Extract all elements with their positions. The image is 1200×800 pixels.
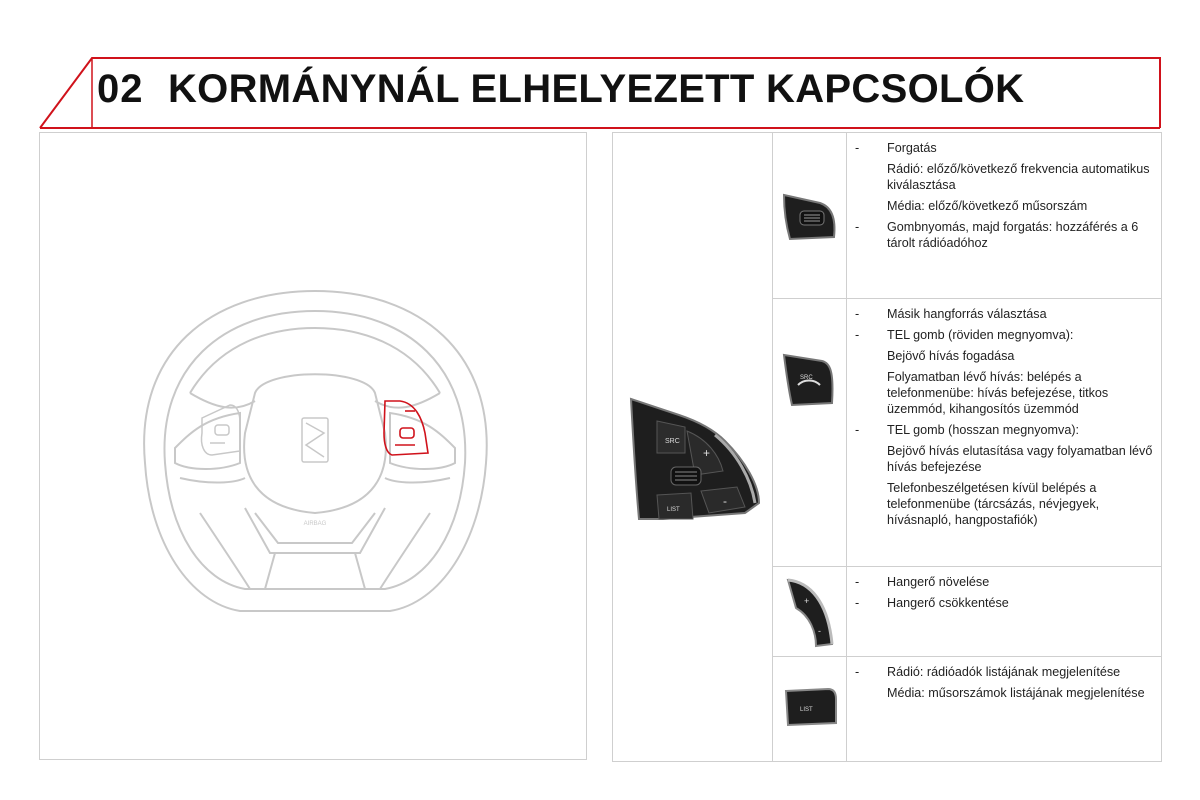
right-remote-control-image	[627, 395, 761, 525]
src-button-label: SRC	[665, 438, 680, 445]
steering-wheel-illustration	[40, 133, 588, 761]
list-button-label: LIST	[667, 507, 680, 513]
row-description: - Rádió: rádióadók listájának megjelenítése Média: műsorszámok listájának megjelenítése	[855, 665, 1145, 700]
table-row	[773, 657, 1161, 761]
remote-control-overview-cell	[613, 133, 773, 761]
ds-logo-icon	[302, 418, 328, 462]
row-description: - Hangerő növelése - Hangerő csökkentése	[855, 575, 1009, 610]
table-row	[773, 567, 1161, 657]
svg-text:SRC: SRC	[800, 375, 813, 381]
chapter-number: 02	[97, 67, 144, 111]
table-row	[773, 299, 1161, 567]
steering-wheel-panel	[39, 132, 587, 760]
thumbwheel-icon	[780, 185, 840, 245]
airbag-label: AIRBAG	[303, 521, 327, 527]
plus-label: +	[703, 446, 711, 460]
controls-table	[612, 132, 1162, 762]
svg-text:+: +	[804, 596, 810, 606]
volume-rocker-icon	[780, 572, 840, 652]
minus-label: -	[723, 494, 727, 508]
page-header	[0, 0, 1200, 130]
svg-text:-: -	[818, 626, 821, 636]
list-button-icon	[780, 685, 840, 735]
page-title: KORMÁNYNÁL ELHELYEZETT KAPCSOLÓK	[168, 67, 1025, 111]
svg-text:LIST: LIST	[800, 707, 813, 713]
table-row	[773, 133, 1161, 299]
src-tel-button-icon	[780, 351, 840, 411]
row-description: - Forgatás Rádió: előző/következő frekvencia automatikus kiválasztása Média: előző/következő műsorszám - Gombnyomás, majd forgatás: hozzáférés a 6 tárolt rádióadóhoz	[855, 141, 1150, 250]
row-description: - Másik hangforrás választása - TEL gomb (röviden megnyomva): Bejövő hívás fogadása Folyamatban lévő hívás: belépés a telefonmenübe: hívás befejezése, titkos üzemmód, kihangosítós üzemmód - TEL gomb (hosszan megnyomva): Bejövő hívás elutasítása vagy folyamatban lévő hívás befejezése Telefonbeszélgetésen kívül belépés a telefonmenübe (tárcsázás, névjegyek, hívásnapló, hangpostafiók)	[855, 307, 1153, 527]
